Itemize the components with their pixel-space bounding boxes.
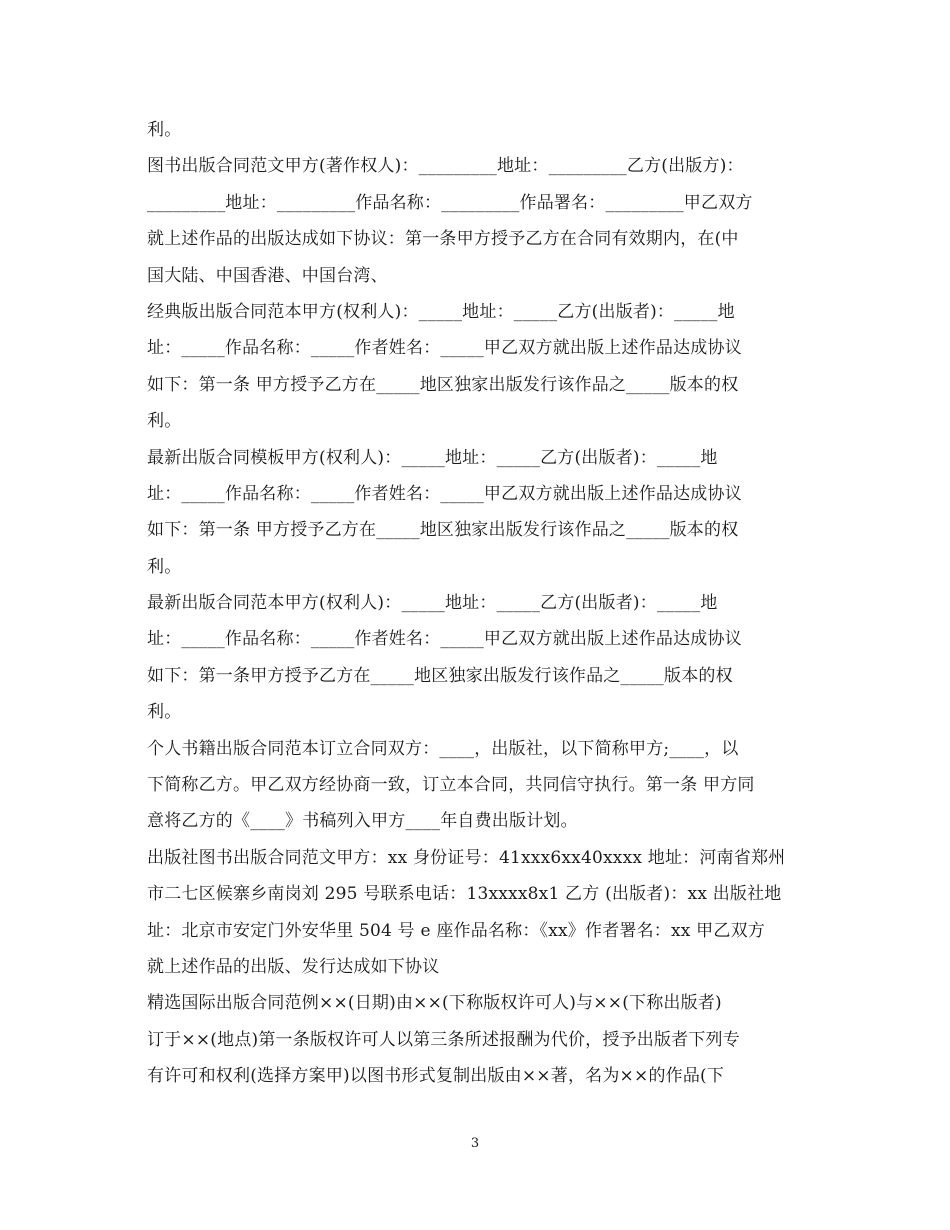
paragraph: [147, 440, 807, 586]
paragraph: [147, 731, 807, 840]
text-line: 就上述作品的出版、发行达成如下协议: [147, 956, 440, 977]
text-line: 最新出版合同模板甲方(权利人)：_____地址：_____乙方(出版者)：_____地: [147, 447, 718, 468]
text-line: 就上述作品的出版达成如下协议：第一条甲方授予乙方在合同有效期内，在(中: [147, 229, 739, 250]
text-line: 订于××(地点)第一条版权许可人以第三条所述报酬为代价，授予出版者下列专: [147, 1029, 740, 1050]
text-line: 利。: [147, 702, 182, 723]
paragraph: [147, 148, 807, 294]
text-line: 最新出版合同范本甲方(权利人)：_____地址：_____乙方(出版者)：_____地: [147, 593, 718, 614]
page-number: 3: [470, 1136, 480, 1151]
text-line: 经典版出版合同范本甲方(权利人)：_____地址：_____乙方(出版者)：_____地: [147, 301, 735, 322]
document-body: [147, 112, 807, 1095]
text-line: 利。: [147, 120, 182, 140]
text-line: 如下：第一条甲方授予乙方在_____地区独家出版发行该作品之_____版本的权: [147, 665, 733, 686]
text-line: 出版社图书出版合同范文甲方：xx 身份证号：41xxx6xx40xxxx 地址：河南省郑州: [147, 847, 786, 868]
paragraph: [147, 294, 807, 440]
text-line: 利。: [147, 556, 182, 577]
text-line: 如下：第一条 甲方授予乙方在_____地区独家出版发行该作品之_____版本的权: [147, 520, 739, 541]
paragraph: [147, 112, 807, 148]
text-line: 如下：第一条 甲方授予乙方在_____地区独家出版发行该作品之_____版本的权: [147, 374, 739, 395]
text-line: _________地址：_________作品名称：_________作品署名：_________甲乙双方: [147, 192, 753, 213]
text-line: 址：_____作品名称：_____作者姓名：_____甲乙双方就出版上述作品达成协议: [147, 629, 742, 650]
paragraph: [147, 985, 807, 1094]
text-line: 址：_____作品名称：_____作者姓名：_____甲乙双方就出版上述作品达成协议: [147, 483, 742, 504]
text-line: 国大陆、中国香港、中国台湾、: [147, 265, 388, 286]
text-line: 图书出版合同范文甲方(著作权人)：_________地址：_________乙方(出版方)：: [147, 156, 744, 177]
text-line: 意将乙方的《____》书稿列入甲方____年自费出版计划。: [147, 811, 578, 832]
text-line: 址：_____作品名称：_____作者姓名：_____甲乙双方就出版上述作品达成协议: [147, 338, 742, 359]
text-line: 址：北京市安定门外安华里 504 号 e 座作品名称：《xx》作者署名：xx 甲乙双方: [147, 920, 765, 941]
paragraph: [147, 585, 807, 731]
text-line: 有许可和权利(选择方案甲)以图书形式复制出版由××著，名为××的作品(下: [147, 1066, 725, 1087]
text-line: 个人书籍出版合同范本订立合同双方：____，出版社，以下简称甲方;____，以: [147, 738, 739, 759]
text-line: 利。: [147, 411, 182, 432]
text-line: 精选国际出版合同范例××(日期)由××(下称版权许可人)与××(下称出版者): [147, 993, 722, 1014]
text-line: 市二七区候寨乡南岗刘 295 号联系电话：13xxxx8x1 乙方 (出版者)：xx 出版社地: [147, 884, 782, 905]
paragraph: [147, 840, 807, 986]
text-line: 下简称乙方。甲乙双方经协商一致，订立本合同，共同信守执行。第一条 甲方同: [147, 775, 755, 796]
